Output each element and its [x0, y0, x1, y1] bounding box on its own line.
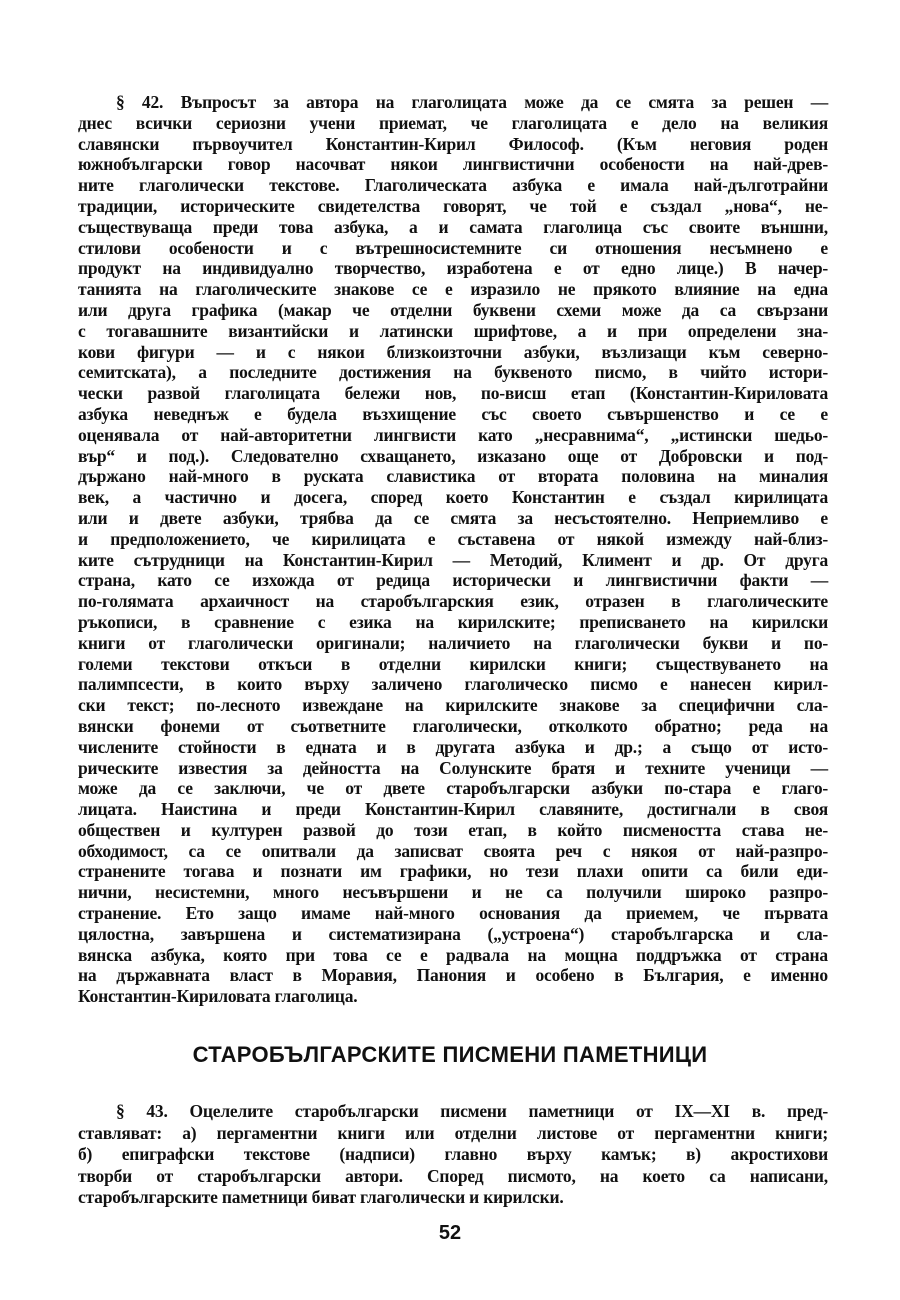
text-line: днес всички сериозни учени приемат, че глаголицата е дело на великия — [78, 112, 828, 133]
text-line: числените стойности в едната и в другата азбука и др.; а също от исто- — [78, 736, 828, 757]
text-line: славянски първоучител Константин-Кирил Философ. (Към неговия роден — [78, 133, 828, 154]
text-line: може да се заключи, че от двете старобългарски азбуки по-стара е глаго- — [78, 778, 828, 799]
text-line: на държавната власт в Моравия, Панония и особено в България, е именно — [78, 965, 828, 986]
paragraph-section-42 — [78, 92, 828, 1007]
text-line: южнобългарски говор насочват някои лингвистични особености на най-древ- — [78, 154, 828, 175]
text-line: кови фигури — и с някои близкоизточни азбуки, възлизащи към северно- — [78, 341, 828, 362]
text-line: чески развой глаголицата бележи нов, по-висш етап (Константин-Кириловата — [78, 383, 828, 404]
text-line: цялостна, завършена и систематизирана („устроена“) старобългарска и сла- — [78, 923, 828, 944]
text-line: танията на глаголическите знакове се е изразило не прякото влияние на една — [78, 279, 828, 300]
text-line: книги от глаголически оригинали; наличието на глаголически букви и по- — [78, 632, 828, 653]
text-line: държано най-много в руската славистика от втората половина на миналия — [78, 466, 828, 487]
section-heading: СТАРОБЪЛГАРСКИТЕ ПИСМЕНИ ПАМЕТНИЦИ — [192, 1042, 708, 1067]
text-line: ките сътрудници на Константин-Кирил — Методий, Климент и др. От друга — [78, 549, 828, 570]
text-line: нични, несистемни, много несъвършени и не са получили широко разпро- — [78, 882, 828, 903]
text-line: по-голямата архаичност на старобългарския език, отразен в глаголическите — [78, 591, 828, 612]
text-line: с тогавашните византийски и латински шрифтове, а и при определени зна- — [78, 320, 828, 341]
text-line: продукт на индивидуално творчество, изработена е от едно лице.) В начер- — [78, 258, 828, 279]
text-line: б) епиграфски текстове (надписи) главно върху камък; в) акростихови — [78, 1144, 828, 1164]
text-line: съществуваща преди това азбука, а и самата глаголица със своите външни, — [78, 216, 828, 237]
text-line: обществен и културен развой до този етап, в който писмеността става не- — [78, 819, 828, 840]
text-line: големи текстови откъси в отделни кирилски книги; съществуването на — [78, 653, 828, 674]
text-line: ните глаголически текстове. Глаголическата азбука е имала най-дълготрайни — [78, 175, 828, 196]
text-line: § 43. Оцелелите старобългарски писмени паметници от IX—XI в. пред- — [116, 1101, 828, 1121]
text-line: вянски фонеми от съответните глаголически, отколкото обратно; реда на — [78, 715, 828, 736]
text-line: страна, като се изхожда от редица исторически и лингвистични факти — — [78, 570, 828, 591]
text-line: творби от старобългарски автори. Според писмото, на което са написани, — [78, 1165, 828, 1186]
text-line: обходимост, са се опитвали да записват своята реч с някоя от най-разпро- — [78, 840, 828, 861]
text-line: традиции, историческите свидетелства говорят, че той е създал „нова“, не- — [78, 195, 828, 216]
text-line: ръкописи, в сравнение с езика на кирилските; преписването на кирилски — [78, 611, 828, 632]
paragraph-section-43 — [78, 1101, 828, 1209]
text-line: ставляват: а) пергаментни книги или отделни листове от пергаментни книги; — [78, 1122, 828, 1143]
text-line: рическите известия за дейността на Солунските братя и техните ученици — — [78, 757, 828, 778]
text-line: ски текст; по-лесното извеждане на кирилските знакове за специфични сла- — [78, 695, 828, 716]
text-line: стилови особености и с вътрешносистемните си отношения несъмнено е — [78, 237, 828, 258]
text-line: или и двете азбуки, трябва да се смята за несъстоятелно. Неприемливо е — [78, 507, 828, 528]
text-line: и предположението, че кирилицата е съставена от някой измежду най-близ- — [78, 528, 828, 549]
text-line: палимпсести, в които върху заличено глаголическо писмо е нанесен кирил- — [78, 674, 828, 695]
text-line: вър“ и под.). Следователно схващането, изказано още от Добровски и под- — [78, 445, 828, 466]
text-line: лицата. Наистина и преди Константин-Кирил славяните, достигнали в своя — [78, 799, 828, 820]
text-line: старобългарските паметници биват глаголически и кирилски. — [78, 1187, 564, 1207]
text-line: или друга графика (макар че отделни буквени схеми може да са свързани — [78, 299, 828, 320]
text-line: § 42. Въпросът за автора на глаголицата може да се смята за решен — — [116, 92, 828, 112]
text-line: вянска азбука, която при това се е радвала на мощна поддръжка от страна — [78, 944, 828, 965]
text-line: век, а частично и досега, според което Константин е създал кирилицата — [78, 487, 828, 508]
text-line: оценявала от най-авторитетни лингвисти като „несравнима“, „истински шедьо- — [78, 424, 828, 445]
text-line: странение. Ето защо имаме най-много основания да приемем, че първата — [78, 903, 828, 924]
text-line: Константин-Кириловата глаголица. — [78, 986, 358, 1007]
text-line: азбука неведнъж е будела възхищение със своето съвършенство и се е — [78, 403, 828, 424]
text-line: странените тогава и познати им графики, но тези плахи опити са били еди- — [78, 861, 828, 882]
page-number: 52 — [438, 1222, 462, 1244]
text-line: семитската), а последните достижения на буквеното писмо, в чийто истори- — [78, 362, 828, 383]
